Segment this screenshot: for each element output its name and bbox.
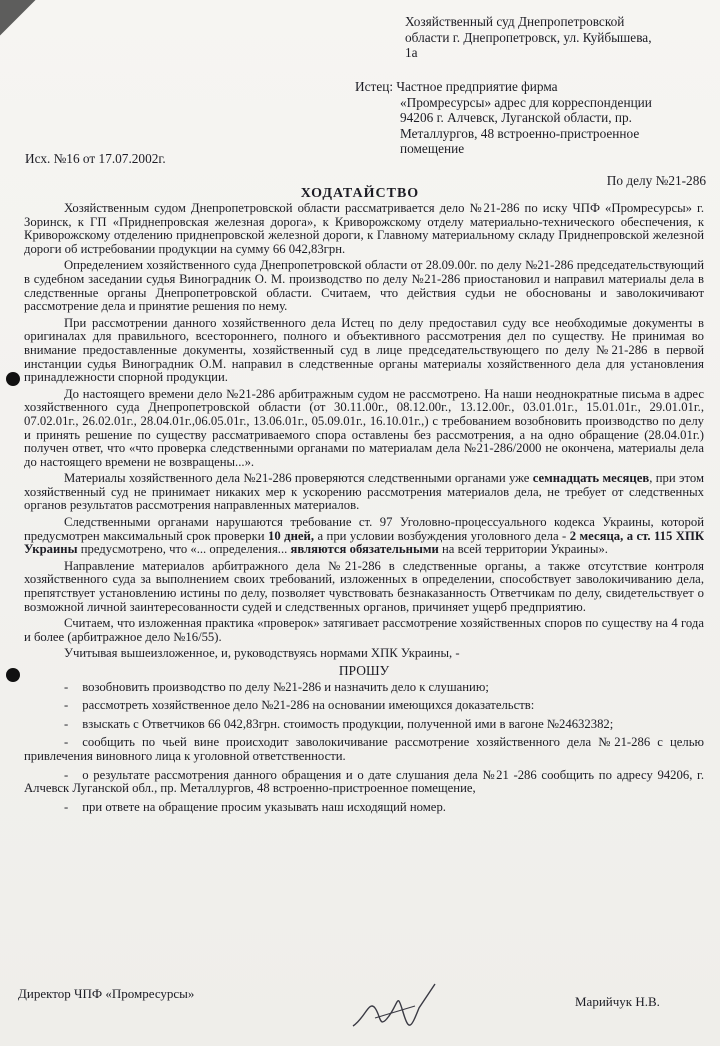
request-list	[24, 681, 704, 815]
punch-hole-bottom	[6, 668, 20, 682]
request-item: - рассмотреть хозяйственное дело №21-286 на основании имеющихся доказательств:	[64, 698, 535, 713]
plaintiff-line: помещение	[400, 141, 465, 156]
paragraph-consequences: Направление материалов арбитражного дела №21-286 в следственные органы, а также отсутствие контроля хозяйственного суда за выполнением своих требований, изложенных в определении, способствует заволокичиванию дела, препятствует установлению истины по делу, позволяет чувствовать безнаказанность Ответчикам по делу, свидетельствует о возможной личной заинтересованности судей и следственных органов, причиняет ущерб предприятию.	[24, 558, 704, 614]
plaintiff-address	[355, 79, 705, 157]
court-line: Хозяйственный суд Днепропетровской	[405, 14, 625, 29]
request-title: ПРОШУ	[338, 663, 390, 678]
plaintiff-label: Истец:	[355, 79, 394, 94]
outgoing-reference: Исх. №16 от 17.07.2002г.	[25, 151, 166, 166]
plaintiff-line: «Промресурсы» адрес для корреспонденции	[400, 94, 652, 110]
request-item: - возобновить производство по делу №21-286 и назначить дело к слушанию;	[64, 679, 489, 694]
case-reference: По делу №21-286	[606, 173, 706, 188]
court-line: области г. Днепропетровск, ул. Куйбышева,	[405, 29, 652, 45]
paragraph-practice: Считаем, что изложенная практика «проверок» затягивает рассмотрение хозяйственных споров по существу на 4 года и более (арбитражное дело №16/55).	[24, 616, 704, 644]
paragraph-violation: Следственными органами нарушаются требование ст. 97 Уголовно-процессуального кодекса Украины, которой предусмотрен максимальный срок проверки 10 дней, а при условии возбуждения уголовного дела - 2 месяца, а ст. 115 ХПК Украины предусмотрено, что «... определения... являются обязательными на всей территории Украины».	[24, 515, 705, 557]
paragraph-duration: Материалы хозяйственного дела №21-286 проверяются следственными органами уже семнадцать месяцев, при этом хозяйственный суд не принимает никаких мер к ускорению рассмотрения материалов дела, не требует от следственных органов результатов рассмотрения направленных материалов.	[24, 471, 704, 513]
paragraph-ruling: Определением хозяйственного суда Днепропетровской области от 28.09.00г. по делу №21-286 председательствующий в судебном заседании судья Виноградник О. М. производство по делу №21-286 приостановил и направил материалы дела в следственные органы Днепропетровской области. Считаем, что действия судьи не обоснованы и заволокичивают рассмотрение дела и принятие решения по нему.	[24, 258, 704, 314]
request-item: - при ответе на обращение просим указывать наш исходящий номер.	[64, 799, 446, 814]
paragraph-grounds: Учитывая вышеизложенное, и, руководствуясь нормами ХПК Украины, -	[64, 646, 460, 661]
paragraph-claim: Хозяйственным судом Днепропетровской области рассматривается дело №21-286 по иску ЧПФ «Промресурсы» г. Зоринск, к ГП «Приднепровская железная дорога», к Криворожскому отделу материально-технического обеспечения, к Криворожскому отделению приднепровской железной дороги, к Главному материальному складу Приднепровской железной дороги об истребовании продукции на сумму 66 042,83грн.	[24, 201, 704, 256]
request-item: - о результате рассмотрения данного обращения и о дате слушания дела №21 -286 сообщить по адресу 94206, г. Алчевск Луганской обл., пр. Металлургов, 48 встроенно-пристроенное помещение,	[24, 767, 704, 796]
court-line: 1а	[405, 45, 418, 60]
request-item: - сообщить по чьей вине происходит заволокичивание рассмотрение хозяйственного дела №21-286 с целью привлечения виновного лица к уголовной ответственности.	[24, 735, 704, 763]
document-body	[24, 202, 704, 819]
signature-icon	[345, 978, 445, 1038]
plaintiff-line: 94206 г. Алчевск, Луганской области, пр.	[400, 110, 632, 125]
signatory-position: Директор ЧПФ «Промресурсы»	[18, 986, 195, 1001]
document-title: ХОДАТАЙСТВО	[300, 186, 420, 201]
paragraph-documents: При рассмотрении данного хозяйственного дела Истец по делу предоставил суду все необходимые документы в оригиналах для правильного, всестороннего, полного и объективного рассмотрения дел по существу. Не принимая во внимание предоставленные документы, хозяйственный суд в лице председательствующего по делу №21-286 в первой инстанции судья Виноградник О.М. направил в следственные органы материалы хозяйственного дела для установления принадлежности спорной продукции.	[24, 315, 704, 385]
page-corner-shadow	[0, 0, 40, 60]
plaintiff-line: Металлургов, 48 встроенно-пристроенное	[400, 125, 640, 141]
punch-hole-top	[6, 372, 20, 386]
court-address	[405, 14, 705, 61]
plaintiff-line: Частное предприятие фирма	[396, 79, 558, 94]
request-item: - взыскать с Ответчиков 66 042,83грн. стоимость продукции, полученной ими в вагоне №24632382;	[64, 716, 614, 731]
signatory-name: Марийчук Н.В.	[575, 994, 660, 1009]
paragraph-letters: До настоящего времени дело №21-286 арбитражным судом не рассмотрено. На наши неоднократные письма в адрес хозяйственного суда Днепропетровской области (от 30.11.00г., 08.12.00г., 13.12.00г., 03.01.01г., 15.01.01г., 29.01.01г., 07.02.01г., 26.02.01г., 28.04.01г.,06.05.01г., 13.06.01г., 05.09.01г., 16.10.01г.,) с требованием возобновить производство по делу и принять решение по существу рассматриваемого спора оставлены без рассмотрения, а на одно обращение (28.04.01г.) получен ответ, что «что проверка следственными органами по материалам дела №21-286/2000 не окончена, материалы дела до настоящего времени не возвращены...».	[24, 386, 704, 469]
